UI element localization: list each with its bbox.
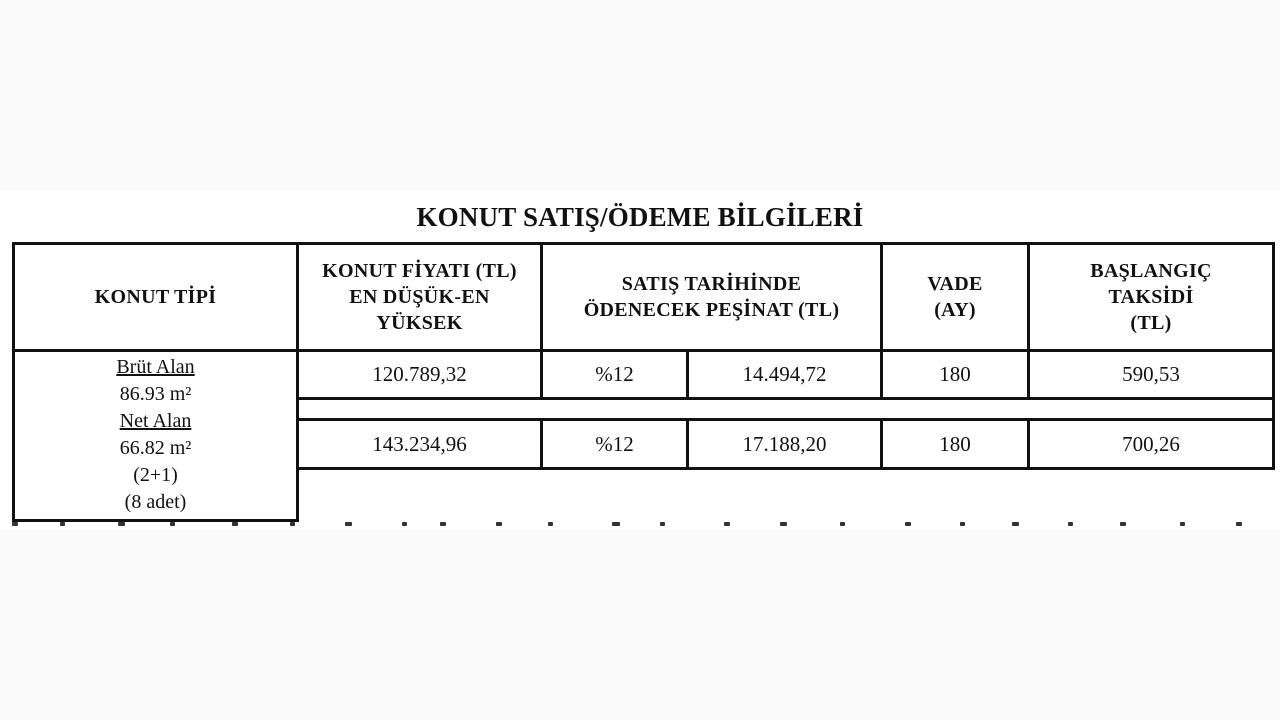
document-page	[0, 190, 1280, 530]
header-pesinat: SATIŞ TARİHİNDE ÖDENECEK PEŞİNAT (TL)	[540, 242, 883, 352]
header-baslangic-taksidi: BAŞLANGIÇ TAKSİDİ (TL)	[1027, 242, 1275, 352]
header-vade: VADE (AY)	[880, 242, 1030, 352]
header-konut-tipi: KONUT TİPİ	[12, 242, 299, 352]
brut-alan-label: Brüt Alan	[116, 356, 195, 378]
net-alan-value: 66.82 m²	[119, 437, 192, 459]
table-row-1-pesinat: 14.494,72	[686, 349, 883, 400]
net-alan-label: Net Alan	[119, 410, 192, 432]
brut-alan-value: 86.93 m²	[119, 383, 192, 405]
table-row-1-taksit: 590,53	[1027, 349, 1275, 400]
cropped-text-line	[0, 522, 1280, 528]
table-row-1-fiyat: 120.789,32	[296, 349, 543, 400]
oda-sayisi: (2+1)	[133, 464, 178, 486]
table-row-2-fiyat: 143.234,96	[296, 418, 543, 470]
konut-tipi-cell	[12, 349, 299, 522]
table-row-2-oran: %12	[540, 418, 689, 470]
table-row-1-oran: %12	[540, 349, 689, 400]
adet: (8 adet)	[124, 491, 187, 513]
table-row-2-vade: 180	[880, 418, 1030, 470]
document-title: KONUT SATIŞ/ÖDEME BİLGİLERİ	[416, 202, 864, 232]
table-row-2-pesinat: 17.188,20	[686, 418, 883, 470]
table-row-2-taksit: 700,26	[1027, 418, 1275, 470]
table-row-1-vade: 180	[880, 349, 1030, 400]
header-konut-fiyati: KONUT FİYATI (TL) EN DÜŞÜK-EN YÜKSEK	[296, 242, 543, 352]
